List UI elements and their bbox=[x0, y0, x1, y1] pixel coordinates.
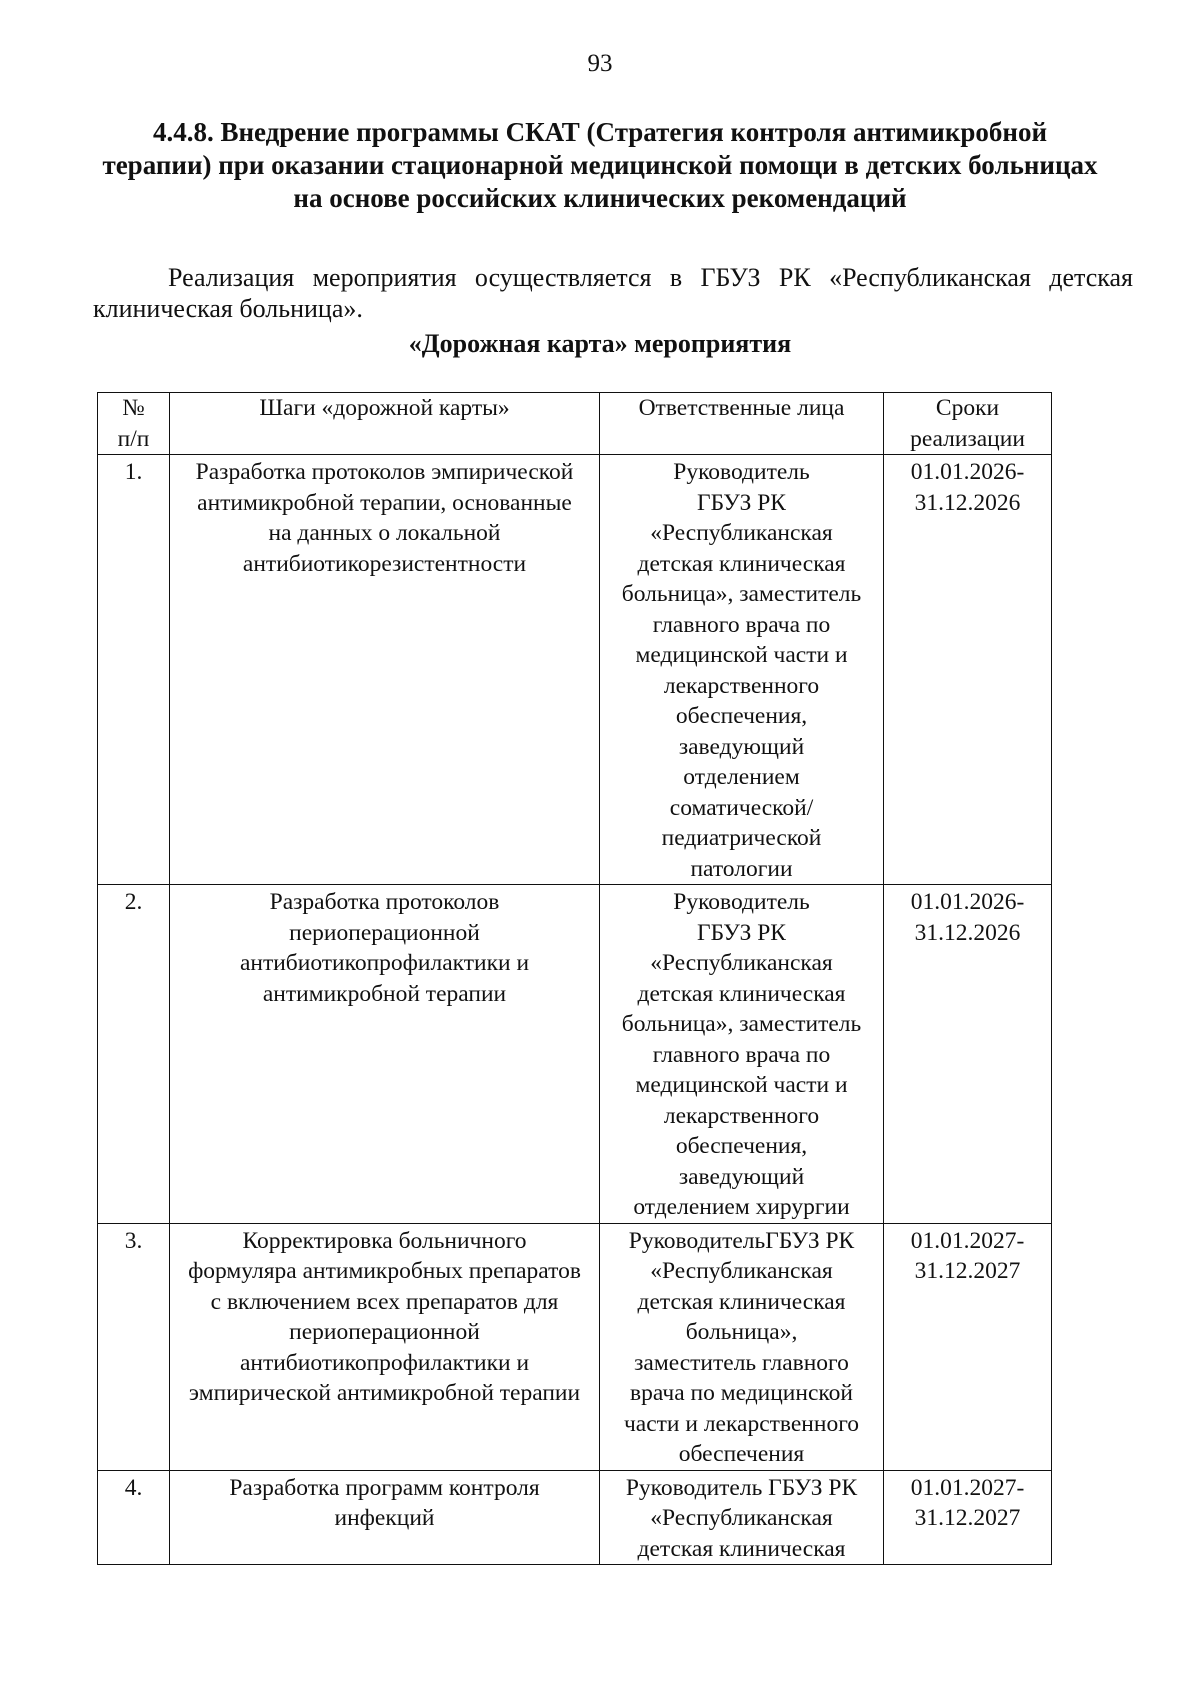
table-header-row bbox=[98, 393, 1052, 455]
row-responsible: РуководительГБУЗ РК «Республиканская детская клиническая больница», заместитель главного врача по медицинской части и лекарственного обеспечения bbox=[600, 1223, 884, 1470]
row-term: 01.01.2027- 31.12.2027 bbox=[884, 1223, 1052, 1470]
roadmap-heading: «Дорожная карта» мероприятия bbox=[408, 329, 792, 358]
row-num: 1. bbox=[98, 455, 170, 885]
roadmap-table bbox=[97, 392, 1052, 1565]
row-step: Корректировка больничного формуляра антимикробных препаратов с включением всех препаратов для периоперационной антибиотикопрофилактики и эмпирической антимикробной терапии bbox=[170, 1223, 600, 1470]
row-num: 2. bbox=[98, 885, 170, 1224]
row-term: 01.01.2027- 31.12.2027 bbox=[884, 1470, 1052, 1565]
row-step: Разработка программ контроля инфекций bbox=[170, 1470, 600, 1565]
page-number: 93 bbox=[587, 50, 613, 77]
intro-paragraph: Реализация мероприятия осуществляется в ГБУЗ РК «Республиканская детская клиническая больница». bbox=[93, 263, 1133, 323]
table-row bbox=[98, 1223, 1052, 1470]
row-responsible: Руководитель ГБУЗ РК «Республиканская детская клиническая bbox=[600, 1470, 884, 1565]
section-title: 4.4.8. Внедрение программы СКАТ (Стратегия контроля антимикробной терапии) при оказании стационарной медицинской помощи в детских больницах на основе российских клинических рекомендаций bbox=[102, 117, 1098, 213]
table-row bbox=[98, 455, 1052, 885]
row-step: Разработка протоколов эмпирической антимикробной терапии, основанные на данных о локальной антибиотикорезистентности bbox=[170, 455, 600, 885]
header-step: Шаги «дорожной карты» bbox=[170, 393, 600, 455]
row-step: Разработка протоколов периоперационной антибиотикопрофилактики и антимикробной терапии bbox=[170, 885, 600, 1224]
row-term: 01.01.2026- 31.12.2026 bbox=[884, 455, 1052, 885]
row-num: 3. bbox=[98, 1223, 170, 1470]
header-num: № п/п bbox=[98, 393, 170, 455]
table-row bbox=[98, 885, 1052, 1224]
table-row bbox=[98, 1470, 1052, 1565]
row-responsible: Руководитель ГБУЗ РК «Республиканская детская клиническая больница», заместитель главного врача по медицинской части и лекарственного обеспечения, заведующий отделением хирургии bbox=[600, 885, 884, 1224]
row-num: 4. bbox=[98, 1470, 170, 1565]
row-responsible: Руководитель ГБУЗ РК «Республиканская детская клиническая больница», заместитель главного врача по медицинской части и лекарственного обеспечения, заведующий отделением соматической/ педиатрической патологии bbox=[600, 455, 884, 885]
header-responsible: Ответственные лица bbox=[600, 393, 884, 455]
row-term: 01.01.2026- 31.12.2026 bbox=[884, 885, 1052, 1224]
header-term: Сроки реализации bbox=[884, 393, 1052, 455]
